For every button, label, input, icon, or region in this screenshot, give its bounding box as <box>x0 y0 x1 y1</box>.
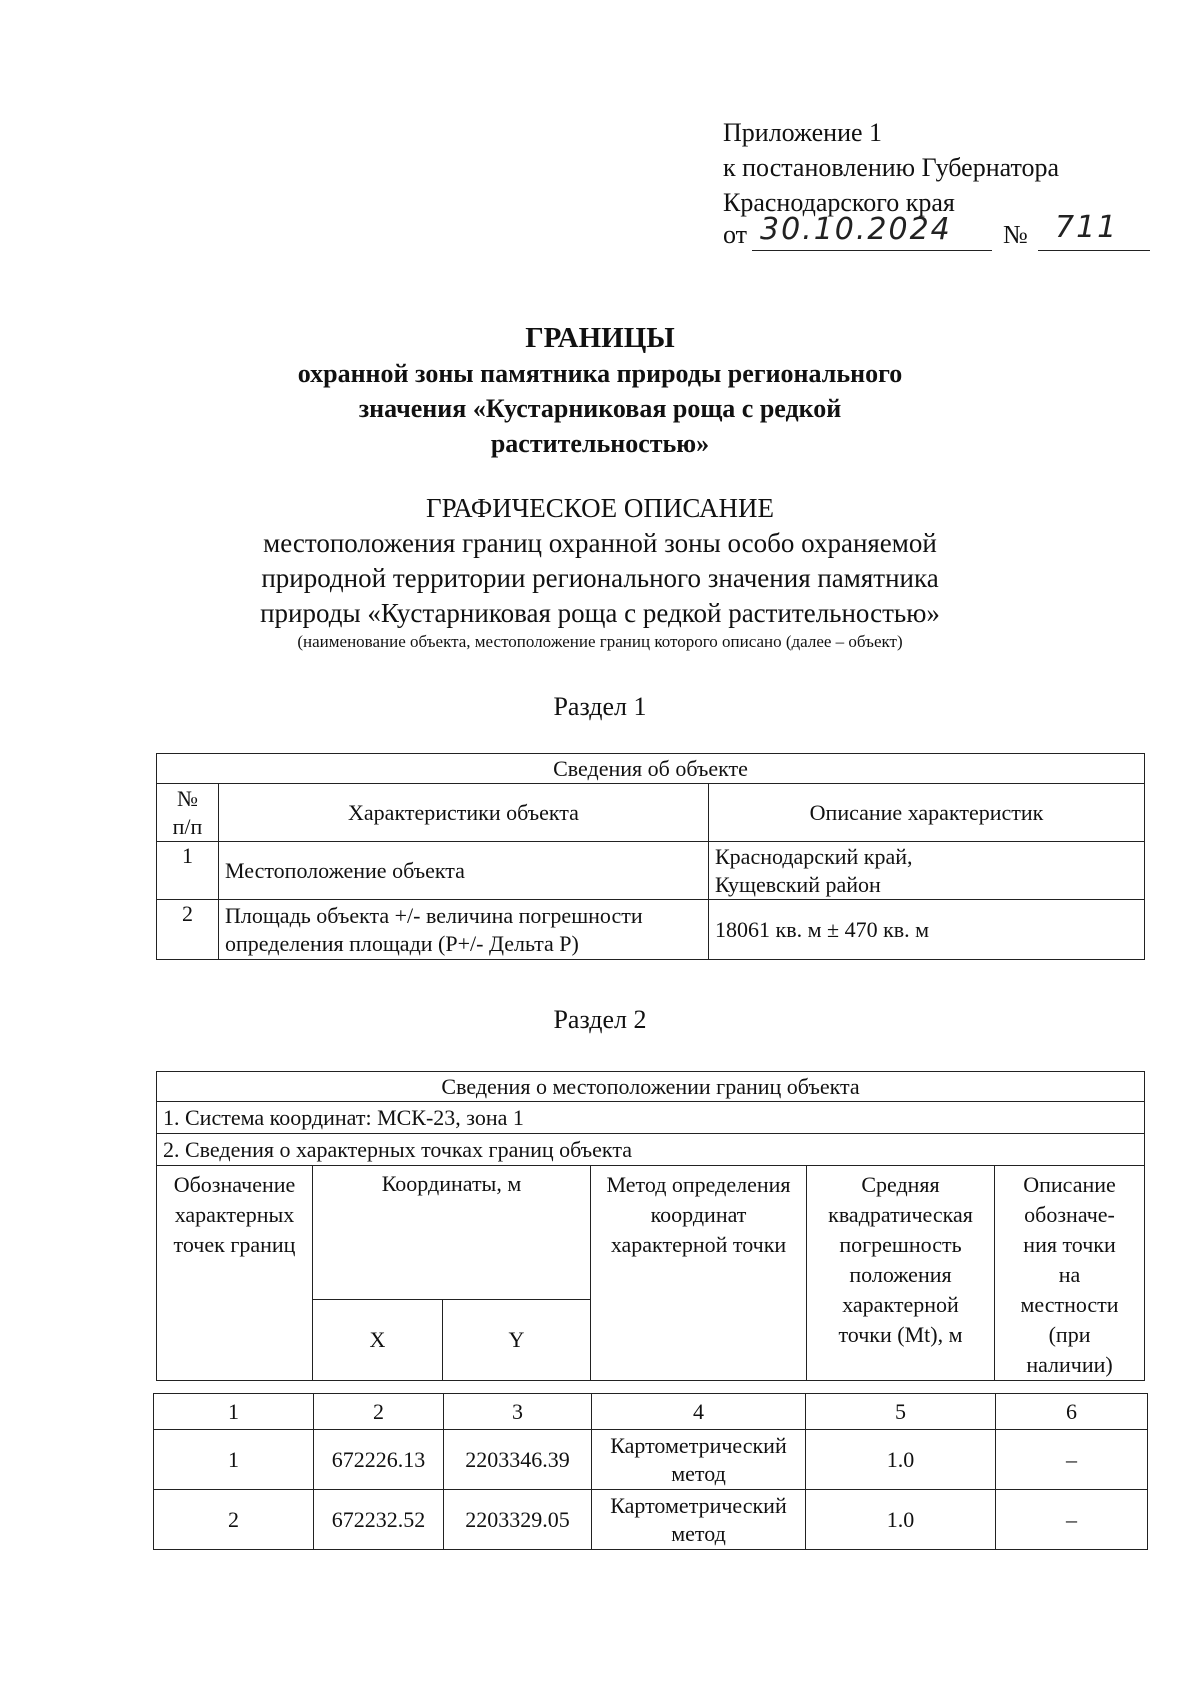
header-designation: Обозначение характерных точек границ <box>157 1166 313 1381</box>
point-designation: 1 <box>154 1430 314 1490</box>
point-error: 1.0 <box>806 1490 996 1550</box>
row-number: 2 <box>157 900 219 960</box>
number-label: № <box>1003 220 1028 249</box>
header-coordinates: Координаты, м <box>313 1166 591 1300</box>
point-x: 672226.13 <box>314 1430 444 1490</box>
table-row <box>157 900 1145 960</box>
point-method: Картометрический метод <box>592 1490 806 1550</box>
number-underline <box>1038 250 1150 251</box>
col-number-3: 3 <box>444 1394 592 1430</box>
appendix-line-1: Приложение 1 <box>723 118 883 147</box>
point-method: Картометрический метод <box>592 1430 806 1490</box>
point-x: 672232.52 <box>314 1490 444 1550</box>
graphic-line-3: природы «Кустарниковая роща с редкой растительностью» <box>260 598 940 628</box>
section1-title: Раздел 1 <box>553 692 647 721</box>
section2-title: Раздел 2 <box>553 1005 647 1034</box>
table-title: Сведения о местоположении границ объекта <box>157 1072 1145 1102</box>
title-sub-2: значения «Кустарниковая роща с редкой <box>358 394 842 423</box>
col-number-6: 6 <box>996 1394 1148 1430</box>
point-designation: 2 <box>154 1490 314 1550</box>
row-characteristic: Местоположение объекта <box>219 842 709 900</box>
col-number-2: 2 <box>314 1394 444 1430</box>
col-number-4: 4 <box>592 1394 806 1430</box>
col-number-1: 1 <box>154 1394 314 1430</box>
point-description: – <box>996 1490 1148 1550</box>
object-info-table <box>156 753 1145 960</box>
row-number: 1 <box>157 842 219 900</box>
handwritten-number: 711 <box>1055 210 1119 245</box>
point-y: 2203346.39 <box>444 1430 592 1490</box>
header-x: X <box>313 1299 443 1380</box>
graphic-line-2: природной территории регионального значения памятника <box>261 563 939 593</box>
appendix-date-line <box>723 220 747 250</box>
date-underline <box>752 250 992 251</box>
graphic-line-1: местоположения границ охранной зоны особо охраняемой <box>263 528 937 558</box>
point-error: 1.0 <box>806 1430 996 1490</box>
header-method: Метод определения координат характерной точки <box>591 1166 807 1381</box>
title-sub-3: растительностью» <box>490 429 710 458</box>
header-error: Средняя квадратическая погрешность положения характерной точки (Мt), м <box>807 1166 995 1381</box>
table-row <box>154 1490 1148 1550</box>
boundary-points-table <box>153 1393 1148 1550</box>
header-description: Описание обозначе- ния точки на местности (при наличии) <box>995 1166 1145 1381</box>
points-title: 2. Сведения о характерных точках границ объекта <box>157 1134 1145 1166</box>
title-sub-1: охранной зоны памятника природы регионального <box>297 359 903 388</box>
col-header-number: № п/п <box>157 784 219 842</box>
appendix-line-2: к постановлению Губернатора <box>723 153 1060 182</box>
point-y: 2203329.05 <box>444 1490 592 1550</box>
table-row <box>154 1430 1148 1490</box>
header-y: Y <box>443 1299 591 1380</box>
row-characteristic: Площадь объекта +/- величина погрешности определения площади (Р+/- Дельта Р) <box>219 900 709 960</box>
boundary-info-table <box>156 1071 1145 1381</box>
handwritten-date: 30.10.2024 <box>760 212 952 247</box>
row-description: Краснодарский край, Кущевский район <box>709 842 1145 900</box>
col-number-5: 5 <box>806 1394 996 1430</box>
col-header-characteristic: Характеристики объекта <box>219 784 709 842</box>
coordinate-system: 1. Система координат: МСК-23, зона 1 <box>157 1102 1145 1134</box>
title-main: ГРАНИЦЫ <box>525 322 675 354</box>
appendix-line-3: Краснодарского края <box>723 188 955 217</box>
row-description: 18061 кв. м ± 470 кв. м <box>709 900 1145 960</box>
table-row <box>157 842 1145 900</box>
graphic-note: (наименование объекта, местоположение границ которого описано (далее – объект) <box>297 632 903 651</box>
graphic-heading: ГРАФИЧЕСКОЕ ОПИСАНИЕ <box>425 493 775 523</box>
from-label: от <box>723 220 748 249</box>
col-header-description: Описание характеристик <box>709 784 1145 842</box>
point-description: – <box>996 1430 1148 1490</box>
table-title: Сведения об объекте <box>157 754 1145 784</box>
